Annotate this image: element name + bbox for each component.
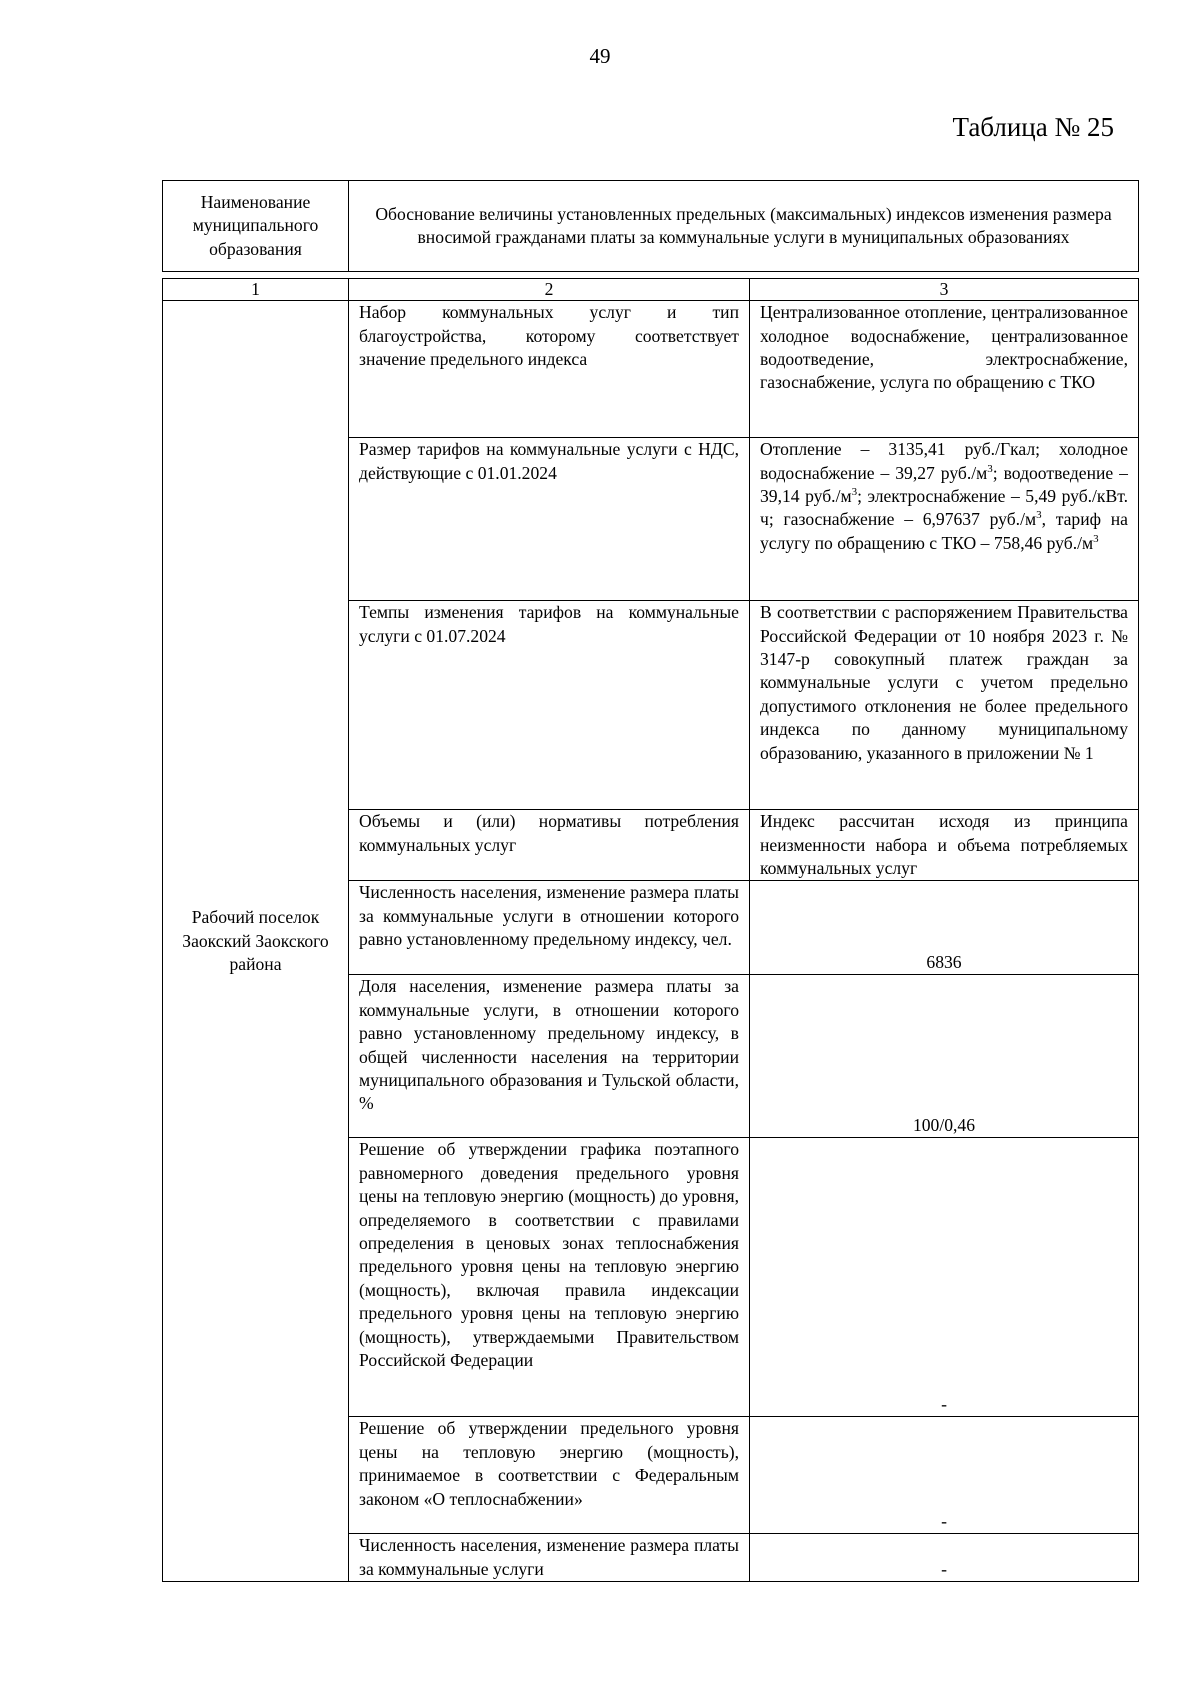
column-number: 1 [163, 279, 349, 301]
row-label: Численность населения, изменение размера платы за коммунальные услуги в отношении которого равно установленному предельному индексу, чел. [349, 881, 750, 975]
row-value: - [750, 1138, 1139, 1417]
municipality-name: Рабочий поселок Заокский Заокского района [163, 301, 349, 1582]
row-value: В соответствии с распоряжением Правительства Российской Федерации от 10 ноября 2023 г. № 3147-р совокупный платеж граждан за коммунальные услуги с учетом предельно допустимого отклонения не более предельного индекса по данному муниципальному образованию, указанного в приложении № 1 [750, 601, 1139, 810]
spacer-row [163, 272, 1139, 279]
column-number: 3 [750, 279, 1139, 301]
header-municipality: Наименование муниципального образования [163, 181, 349, 272]
row-label: Доля населения, изменение размера платы за коммунальные услуги, в отношении которого равно установленному предельному индексу, в общей численности населения на территории муниципального образования и Тульской области, % [349, 975, 750, 1138]
page-number: 49 [589, 44, 611, 68]
column-number: 2 [349, 279, 750, 301]
row-value: Индекс рассчитан исходя из принципа неизменности набора и объема потребляемых коммунальных услуг [750, 810, 1139, 881]
row-value: Централизованное отопление, централизованное холодное водоснабжение, централизованное водоотведение, электроснабжение, газоснабжение, услуга по обращению с ТКО [750, 301, 1139, 438]
table-header-row [163, 181, 1139, 272]
row-value: - [750, 1417, 1139, 1534]
row-value: Отопление – 3135,41 руб./Гкал; холодное водоснабжение – 39,27 $руб./м^3$; водоотведение – 39,14 $руб./м^3$; электроснабжение – 5,49 руб./кВт. ч; газоснабжение – 6,97637 $руб./м^3$, тариф на услугу по обращению с ТКО – 758,46 $руб./м^3$ [750, 438, 1139, 601]
row-label: Темпы изменения тарифов на коммунальные услуги с 01.07.2024 [349, 601, 750, 810]
row-value: 100/0,46 [750, 975, 1139, 1138]
row-label: Объемы и (или) нормативы потребления коммунальных услуг [349, 810, 750, 881]
table-caption: Таблица № 25 [952, 112, 1114, 142]
justification-table [162, 180, 1139, 1582]
header-justification: Обоснование величины установленных предельных (максимальных) индексов изменения размера вносимой гражданами платы за коммунальные услуги в муниципальных образованиях [349, 181, 1139, 272]
column-number-row [163, 279, 1139, 301]
row-label: Численность населения, изменение размера платы за коммунальные услуги [349, 1534, 750, 1582]
table-row [163, 301, 1139, 438]
row-value: 6836 [750, 881, 1139, 975]
row-value: - [750, 1534, 1139, 1582]
row-label: Набор коммунальных услуг и тип благоустройства, которому соответствует значение предельного индекса [349, 301, 750, 438]
row-label: Решение об утверждении предельного уровня цены на тепловую энергию (мощность), принимаемое в соответствии с Федеральным законом «О теплоснабжении» [349, 1417, 750, 1534]
row-label: Размер тарифов на коммунальные услуги с НДС, действующие с 01.01.2024 [349, 438, 750, 601]
row-label: Решение об утверждении графика поэтапного равномерного доведения предельного уровня цены на тепловую энергию (мощность) до уровня, определяемого в соответствии с правилами определения в ценовых зонах теплоснабжения предельного уровня цены на тепловую энергию (мощность), включая правила индексации предельного уровня цены на тепловую энергию (мощность), утверждаемыми Правительством Российской Федерации [349, 1138, 750, 1417]
